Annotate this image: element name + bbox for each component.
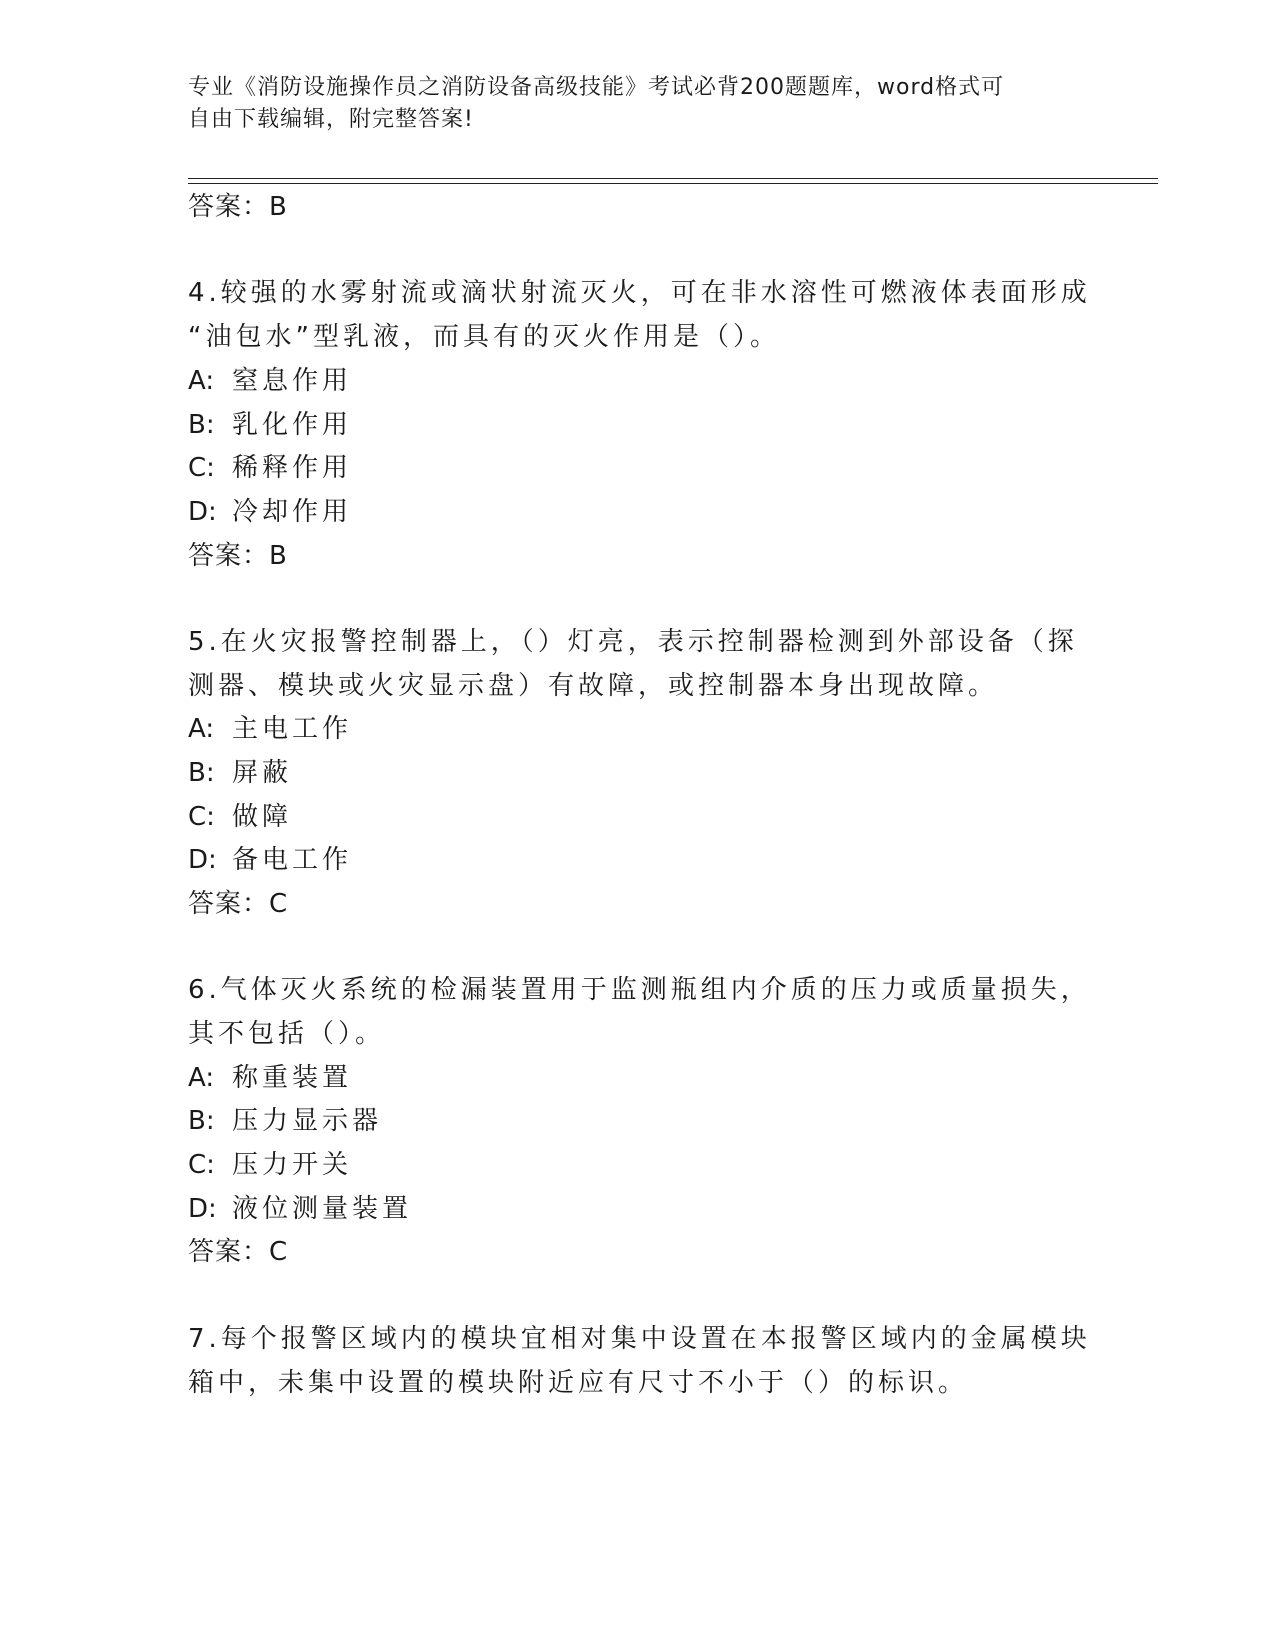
- header-rule-bottom: [188, 183, 1158, 184]
- question-5-stem-line-1: 5.在火灾报警控制器上，（）灯亮，表示控制器检测到外部设备（探: [188, 627, 1078, 657]
- question-6-answer: 答案：C: [188, 1237, 289, 1267]
- header-line-1: 专业《消防设施操作员之消防设备高级技能》考试必背200题题库，word格式可: [188, 75, 1005, 100]
- document-header: [188, 72, 1068, 136]
- question-5-option-c: C: 做障: [188, 802, 293, 832]
- question-4-stem-line-1: 4.较强的水雾射流或滴状射流灭火，可在非水溶性可燃液体表面形成: [188, 278, 1091, 308]
- header-line-2: 自由下载编辑，附完整答案!: [188, 107, 474, 132]
- question-4-answer: 答案：B: [188, 541, 288, 571]
- question-6-stem-line-1: 6.气体灭火系统的检漏装置用于监测瓶组内介质的压力或质量损失，: [188, 975, 1091, 1005]
- question-6-option-c: C: 压力开关: [188, 1150, 353, 1180]
- question-4-option-a: A: 窒息作用: [188, 366, 353, 396]
- question-5-option-a: A: 主电工作: [188, 714, 353, 744]
- question-6-option-d: D: 液位测量装置: [188, 1194, 413, 1224]
- question-4-option-b: B: 乳化作用: [188, 410, 353, 440]
- question-5-option-b: B: 屏蔽: [188, 758, 293, 788]
- header-rule-top: [188, 178, 1158, 179]
- question-5-answer: 答案：C: [188, 889, 289, 919]
- question-6-option-a: A: 称重装置: [188, 1063, 353, 1093]
- question-7-stem-line-1: 7.每个报警区域内的模块宜相对集中设置在本报警区域内的金属模块: [188, 1324, 1091, 1354]
- previous-answer: 答案：B: [188, 192, 288, 222]
- question-6-option-b: B: 压力显示器: [188, 1106, 383, 1136]
- question-5-option-d: D: 备电工作: [188, 845, 353, 875]
- question-4-option-d: D: 冷却作用: [188, 497, 353, 527]
- question-4-option-c: C: 稀释作用: [188, 453, 353, 483]
- question-7-stem-line-2: 箱中，未集中设置的模块附近应有尺寸不小于（）的标识。: [188, 1368, 969, 1398]
- question-6-stem-line-2: 其不包括（）。: [188, 1019, 386, 1049]
- question-4-stem-line-2: “油包水”型乳液，而具有的灭火作用是（）。: [188, 322, 780, 352]
- question-5-stem-line-2: 测器、模块或火灾显示盘）有故障，或控制器本身出现故障。: [188, 671, 999, 701]
